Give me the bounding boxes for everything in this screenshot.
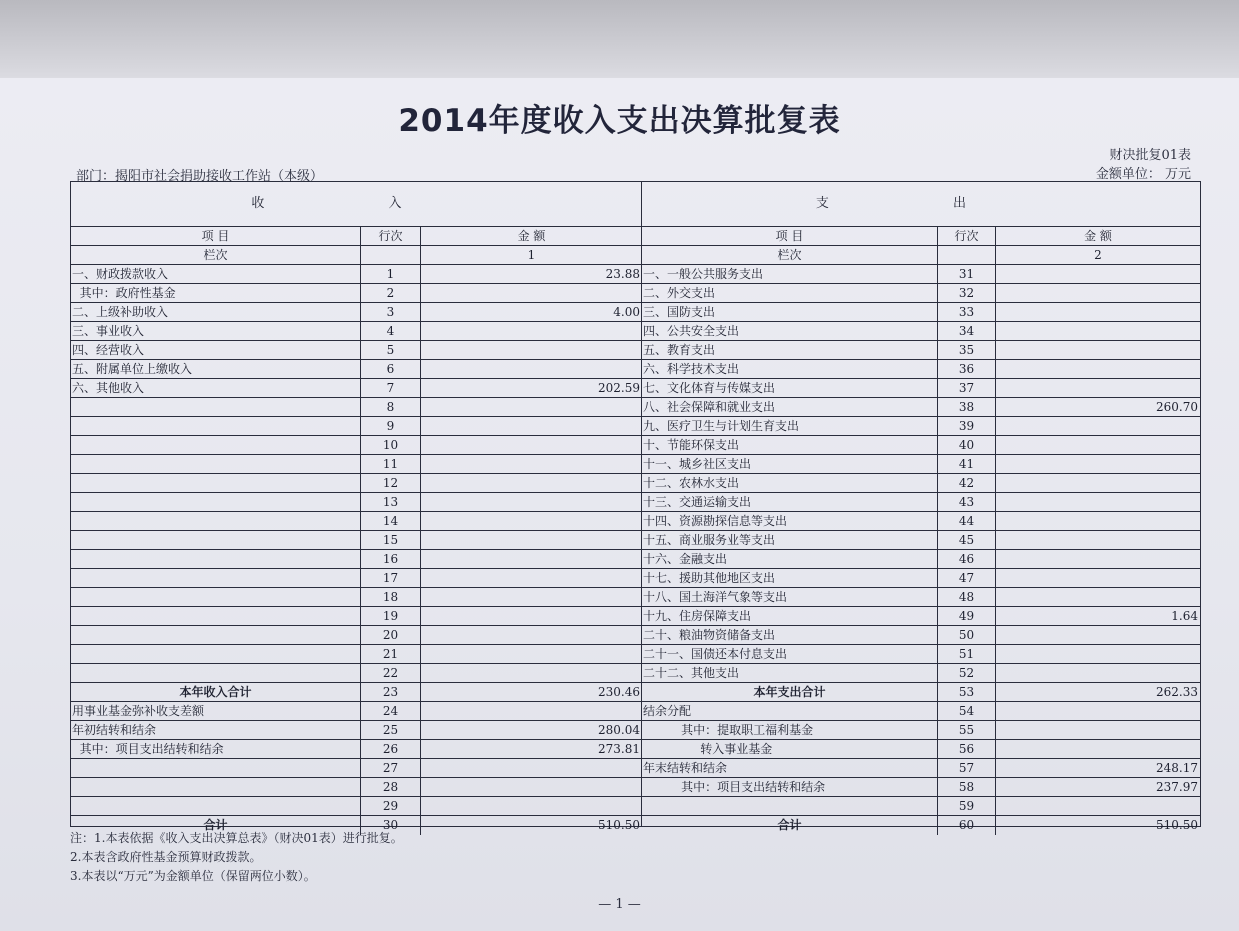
expense-row-line: 52 xyxy=(938,664,996,682)
expense-row-amount xyxy=(996,702,1200,720)
expense-row-line: 53 xyxy=(938,683,996,701)
expense-row-amount xyxy=(996,645,1200,663)
income-row-amount xyxy=(421,493,642,511)
expense-row-item: 二、外交支出 xyxy=(642,284,938,302)
expense-row xyxy=(642,740,1200,759)
expense-row-amount xyxy=(996,531,1200,549)
expense-row-line: 57 xyxy=(938,759,996,777)
income-row-item: 年初结转和结余 xyxy=(71,721,361,739)
income-row-line: 4 xyxy=(361,322,421,340)
expense-row-line: 54 xyxy=(938,702,996,720)
expense-row-item: 十八、国土海洋气象等支出 xyxy=(642,588,938,606)
income-col-item: 项 目 xyxy=(71,227,361,245)
expense-row-item: 二十一、国债还本付息支出 xyxy=(642,645,938,663)
income-section xyxy=(71,182,642,832)
income-row xyxy=(71,626,641,645)
income-row-line: 24 xyxy=(361,702,421,720)
income-row-line: 16 xyxy=(361,550,421,568)
income-row xyxy=(71,588,641,607)
expense-row-amount xyxy=(996,265,1200,283)
income-row-line: 17 xyxy=(361,569,421,587)
income-row-line: 8 xyxy=(361,398,421,416)
expense-row-line: 40 xyxy=(938,436,996,454)
expense-row xyxy=(642,379,1200,398)
income-row-amount xyxy=(421,474,642,492)
income-row-line: 5 xyxy=(361,341,421,359)
expense-row-line: 37 xyxy=(938,379,996,397)
expense-row-line: 35 xyxy=(938,341,996,359)
income-row xyxy=(71,797,641,816)
expense-index-label: 栏次 xyxy=(642,246,938,264)
expense-row-line: 46 xyxy=(938,550,996,568)
expense-header-text: 支 出 xyxy=(815,196,1027,211)
income-row-amount xyxy=(421,626,642,644)
income-row xyxy=(71,493,641,512)
income-row-amount xyxy=(421,588,642,606)
expense-row-item: 转入事业基金 xyxy=(642,740,938,758)
expense-row-item: 十二、农林水支出 xyxy=(642,474,938,492)
income-row-item xyxy=(71,778,361,796)
expense-row-item xyxy=(642,797,938,815)
income-row-item xyxy=(71,645,361,663)
unit-label: 金额单位： 万元 xyxy=(1095,167,1191,182)
expense-row-amount xyxy=(996,569,1200,587)
income-row-line: 3 xyxy=(361,303,421,321)
expense-row-amount xyxy=(996,284,1200,302)
expense-row-amount: 260.70 xyxy=(1156,400,1198,414)
income-row xyxy=(71,265,641,284)
expense-row-amount xyxy=(996,322,1200,340)
expense-row-item: 十九、住房保障支出 xyxy=(642,607,938,625)
expense-row xyxy=(642,341,1200,360)
page-number: — 1 — xyxy=(598,897,641,912)
expense-row xyxy=(642,588,1200,607)
income-row-line: 13 xyxy=(361,493,421,511)
income-row-amount xyxy=(421,455,642,473)
income-row xyxy=(71,417,641,436)
income-row-item xyxy=(71,455,361,473)
income-row-line: 29 xyxy=(361,797,421,815)
expense-row-line: 45 xyxy=(938,531,996,549)
income-row-item xyxy=(71,436,361,454)
income-row xyxy=(71,721,641,740)
income-row-item: 四、经营收入 xyxy=(71,341,361,359)
expense-row xyxy=(642,360,1200,379)
income-row xyxy=(71,284,641,303)
expense-row xyxy=(642,702,1200,721)
expense-index-row xyxy=(642,246,1200,265)
expense-row-amount xyxy=(996,455,1200,473)
income-row-amount: 230.46 xyxy=(598,685,640,699)
expense-row xyxy=(642,398,1200,417)
expense-row xyxy=(642,721,1200,740)
income-row-item xyxy=(71,550,361,568)
expense-col-item: 项 目 xyxy=(642,227,938,245)
income-row-item xyxy=(71,569,361,587)
income-row-amount xyxy=(421,341,642,359)
expense-row-line: 34 xyxy=(938,322,996,340)
expense-row-line: 51 xyxy=(938,645,996,663)
income-row xyxy=(71,379,641,398)
expense-row xyxy=(642,284,1200,303)
income-row-item: 本年收入合计 xyxy=(71,683,361,701)
expense-row-item: 其中：提取职工福利基金 xyxy=(642,721,938,739)
expense-row xyxy=(642,474,1200,493)
expense-col-line: 行次 xyxy=(938,227,996,245)
expense-row-item: 九、医疗卫生与计划生育支出 xyxy=(642,417,938,435)
income-row-amount xyxy=(421,550,642,568)
income-row-item xyxy=(71,626,361,644)
income-row-line: 11 xyxy=(361,455,421,473)
income-row-amount xyxy=(421,417,642,435)
income-row-amount xyxy=(421,512,642,530)
income-row-amount xyxy=(421,778,642,796)
income-row-item: 合计 xyxy=(71,816,361,835)
income-row-line: 9 xyxy=(361,417,421,435)
expense-row-amount xyxy=(996,493,1200,511)
income-row-amount xyxy=(421,569,642,587)
income-col-line: 行次 xyxy=(361,227,421,245)
income-row-item: 一、财政拨款收入 xyxy=(71,265,361,283)
expense-row-line: 47 xyxy=(938,569,996,587)
expense-row-line: 50 xyxy=(938,626,996,644)
expense-row-item: 六、科学技术支出 xyxy=(642,360,938,378)
expense-row-item: 一、一般公共服务支出 xyxy=(642,265,938,283)
expense-row-line: 48 xyxy=(938,588,996,606)
expense-row-amount xyxy=(996,303,1200,321)
expense-row xyxy=(642,265,1200,284)
income-row xyxy=(71,569,641,588)
income-row xyxy=(71,322,641,341)
income-row-line: 7 xyxy=(361,379,421,397)
expense-row-item: 十、节能环保支出 xyxy=(642,436,938,454)
expense-row-amount xyxy=(996,664,1200,682)
income-row-amount: 510.50 xyxy=(598,818,640,832)
income-row-amount: 202.59 xyxy=(598,381,640,395)
income-row-line: 28 xyxy=(361,778,421,796)
expense-row-item: 其中：项目支出结转和结余 xyxy=(642,778,938,796)
income-row-line: 18 xyxy=(361,588,421,606)
expense-row-item: 本年支出合计 xyxy=(642,683,938,701)
expense-row-amount: 262.33 xyxy=(1156,685,1198,699)
expense-row-amount xyxy=(996,436,1200,454)
expense-row xyxy=(642,436,1200,455)
expense-row xyxy=(642,550,1200,569)
expense-row-item: 十三、交通运输支出 xyxy=(642,493,938,511)
expense-row xyxy=(642,322,1200,341)
expense-index-num: 2 xyxy=(1094,248,1102,262)
income-row xyxy=(71,683,641,702)
income-row-line: 14 xyxy=(361,512,421,530)
income-row xyxy=(71,436,641,455)
income-row-amount xyxy=(421,436,642,454)
income-row-line: 15 xyxy=(361,531,421,549)
income-row-item: 六、其他收入 xyxy=(71,379,361,397)
income-row xyxy=(71,702,641,721)
income-row-line: 21 xyxy=(361,645,421,663)
expense-row-item: 二十、粮油物资储备支出 xyxy=(642,626,938,644)
income-row-amount: 23.88 xyxy=(605,267,640,281)
income-row-item xyxy=(71,759,361,777)
expense-row-item: 年末结转和结余 xyxy=(642,759,938,777)
expense-row-amount: 1.64 xyxy=(1171,609,1198,623)
expense-row-item: 三、国防支出 xyxy=(642,303,938,321)
expense-row-line: 33 xyxy=(938,303,996,321)
income-row xyxy=(71,512,641,531)
income-row xyxy=(71,740,641,759)
expense-row-amount xyxy=(996,797,1200,815)
income-row xyxy=(71,607,641,626)
income-row xyxy=(71,398,641,417)
expense-row-item: 十四、资源勘探信息等支出 xyxy=(642,512,938,530)
income-row xyxy=(71,360,641,379)
income-row-item xyxy=(71,474,361,492)
expense-row-amount xyxy=(996,721,1200,739)
expense-row-line: 44 xyxy=(938,512,996,530)
income-index-row xyxy=(71,246,641,265)
expense-row-line: 42 xyxy=(938,474,996,492)
expense-row xyxy=(642,303,1200,322)
income-row-amount xyxy=(421,702,642,720)
expense-row-amount xyxy=(996,550,1200,568)
income-row xyxy=(71,341,641,360)
income-row-line: 10 xyxy=(361,436,421,454)
income-row-item xyxy=(71,797,361,815)
income-row-item: 其中：政府性基金 xyxy=(71,284,361,302)
expense-row-item: 结余分配 xyxy=(642,702,938,720)
expense-index-line xyxy=(938,246,996,264)
income-row-item: 二、上级补助收入 xyxy=(71,303,361,321)
income-index-num: 1 xyxy=(527,248,536,262)
expense-row-amount: 237.97 xyxy=(1156,780,1198,794)
income-row-amount xyxy=(421,607,642,625)
expense-row-item: 十七、援助其他地区支出 xyxy=(642,569,938,587)
expense-section xyxy=(642,182,1200,832)
income-row-line: 12 xyxy=(361,474,421,492)
income-row-amount xyxy=(421,531,642,549)
income-row xyxy=(71,531,641,550)
expense-row-item: 七、文化体育与传媒支出 xyxy=(642,379,938,397)
income-row-amount xyxy=(421,360,642,378)
income-row-line: 20 xyxy=(361,626,421,644)
expense-row-line: 43 xyxy=(938,493,996,511)
income-row-line: 1 xyxy=(361,265,421,283)
income-row xyxy=(71,645,641,664)
income-row-line: 27 xyxy=(361,759,421,777)
income-row-item xyxy=(71,417,361,435)
expense-row-item: 合计 xyxy=(642,816,938,835)
income-row-item xyxy=(71,588,361,606)
income-row xyxy=(71,759,641,778)
income-row-line: 26 xyxy=(361,740,421,758)
income-row-item: 用事业基金弥补收支差额 xyxy=(71,702,361,720)
expense-row xyxy=(642,797,1200,816)
expense-row xyxy=(642,493,1200,512)
income-row-line: 25 xyxy=(361,721,421,739)
income-row-item: 三、事业收入 xyxy=(71,322,361,340)
income-row-amount xyxy=(421,284,642,302)
income-row-amount xyxy=(421,398,642,416)
expense-row-line: 49 xyxy=(938,607,996,625)
income-row-item xyxy=(71,664,361,682)
income-row xyxy=(71,303,641,322)
budget-table xyxy=(70,181,1201,832)
expense-row-amount xyxy=(996,512,1200,530)
expense-row xyxy=(642,645,1200,664)
expense-col-amount: 金 额 xyxy=(1084,229,1112,243)
expense-row-line: 41 xyxy=(938,455,996,473)
expense-row-line: 56 xyxy=(938,740,996,758)
expense-row-amount: 248.17 xyxy=(1156,761,1198,775)
expense-row xyxy=(642,455,1200,474)
income-row xyxy=(71,664,641,683)
income-row xyxy=(71,550,641,569)
income-row xyxy=(71,778,641,797)
expense-row xyxy=(642,816,1200,835)
footnote-1: 注：1.本表依据《收入支出决算总表》（财决01表）进行批复。 xyxy=(70,831,403,845)
expense-row xyxy=(642,512,1200,531)
expense-row xyxy=(642,683,1200,702)
expense-row-item: 四、公共安全支出 xyxy=(642,322,938,340)
expense-row-line: 31 xyxy=(938,265,996,283)
expense-row xyxy=(642,759,1200,778)
income-section-header xyxy=(71,182,641,227)
income-row-line: 19 xyxy=(361,607,421,625)
expense-row-item: 十一、城乡社区支出 xyxy=(642,455,938,473)
income-column-header xyxy=(71,227,641,246)
income-row xyxy=(71,455,641,474)
income-row-line: 22 xyxy=(361,664,421,682)
income-row-item xyxy=(71,531,361,549)
income-row-line: 30 xyxy=(361,816,421,835)
expense-row-amount xyxy=(996,341,1200,359)
income-row-item: 五、附属单位上缴收入 xyxy=(71,360,361,378)
income-row-amount xyxy=(421,759,642,777)
income-row-item xyxy=(71,398,361,416)
page-title: 2014年度收入支出决算批复表 xyxy=(398,103,841,139)
expense-row-item: 五、教育支出 xyxy=(642,341,938,359)
expense-row xyxy=(642,569,1200,588)
expense-row xyxy=(642,664,1200,683)
footnote-2: 2.本表含政府性基金预算财政拨款。 xyxy=(70,850,262,864)
income-index-line xyxy=(361,246,421,264)
footnote-3: 3.本表以“万元”为金额单位（保留两位小数）。 xyxy=(70,869,316,883)
income-header-text: 收 入 xyxy=(251,196,462,211)
department-label: 部门：揭阳市社会捐助接收工作站（本级） xyxy=(76,169,324,184)
expense-row-line: 60 xyxy=(938,816,996,835)
expense-section-header xyxy=(642,182,1200,227)
income-row-amount xyxy=(421,664,642,682)
income-row-item xyxy=(71,493,361,511)
expense-row-amount xyxy=(996,360,1200,378)
expense-row xyxy=(642,778,1200,797)
income-row-amount: 4.00 xyxy=(613,305,640,319)
income-row-item xyxy=(71,607,361,625)
income-col-amount: 金 额 xyxy=(517,229,546,243)
expense-row-item: 二十二、其他支出 xyxy=(642,664,938,682)
expense-row-amount xyxy=(996,417,1200,435)
income-row-line: 6 xyxy=(361,360,421,378)
expense-row-line: 59 xyxy=(938,797,996,815)
income-row-amount xyxy=(421,797,642,815)
income-row-line: 23 xyxy=(361,683,421,701)
expense-row-item: 十五、商业服务业等支出 xyxy=(642,531,938,549)
expense-row xyxy=(642,607,1200,626)
expense-row-line: 55 xyxy=(938,721,996,739)
form-code: 财决批复01表 xyxy=(1109,148,1191,163)
expense-row-line: 36 xyxy=(938,360,996,378)
expense-row-line: 38 xyxy=(938,398,996,416)
footnotes xyxy=(70,829,403,886)
income-row-amount xyxy=(421,645,642,663)
expense-row-amount xyxy=(996,626,1200,644)
expense-row-line: 58 xyxy=(938,778,996,796)
expense-row xyxy=(642,531,1200,550)
expense-row xyxy=(642,417,1200,436)
income-row-amount: 273.81 xyxy=(598,742,640,756)
expense-row-amount xyxy=(996,379,1200,397)
expense-row-line: 32 xyxy=(938,284,996,302)
income-row-amount xyxy=(421,322,642,340)
income-row-amount: 280.04 xyxy=(598,723,640,737)
income-row-line: 2 xyxy=(361,284,421,302)
expense-row-amount xyxy=(996,474,1200,492)
expense-row-amount xyxy=(996,588,1200,606)
expense-row-amount: 510.50 xyxy=(1156,818,1198,832)
income-row-item: 其中：项目支出结转和结余 xyxy=(71,740,361,758)
expense-row-line: 39 xyxy=(938,417,996,435)
expense-row xyxy=(642,626,1200,645)
expense-column-header xyxy=(642,227,1200,246)
income-index-label: 栏次 xyxy=(71,246,361,264)
expense-row-item: 十六、金融支出 xyxy=(642,550,938,568)
expense-row-amount xyxy=(996,740,1200,758)
income-row-item xyxy=(71,512,361,530)
income-row xyxy=(71,474,641,493)
expense-row-item: 八、社会保障和就业支出 xyxy=(642,398,938,416)
